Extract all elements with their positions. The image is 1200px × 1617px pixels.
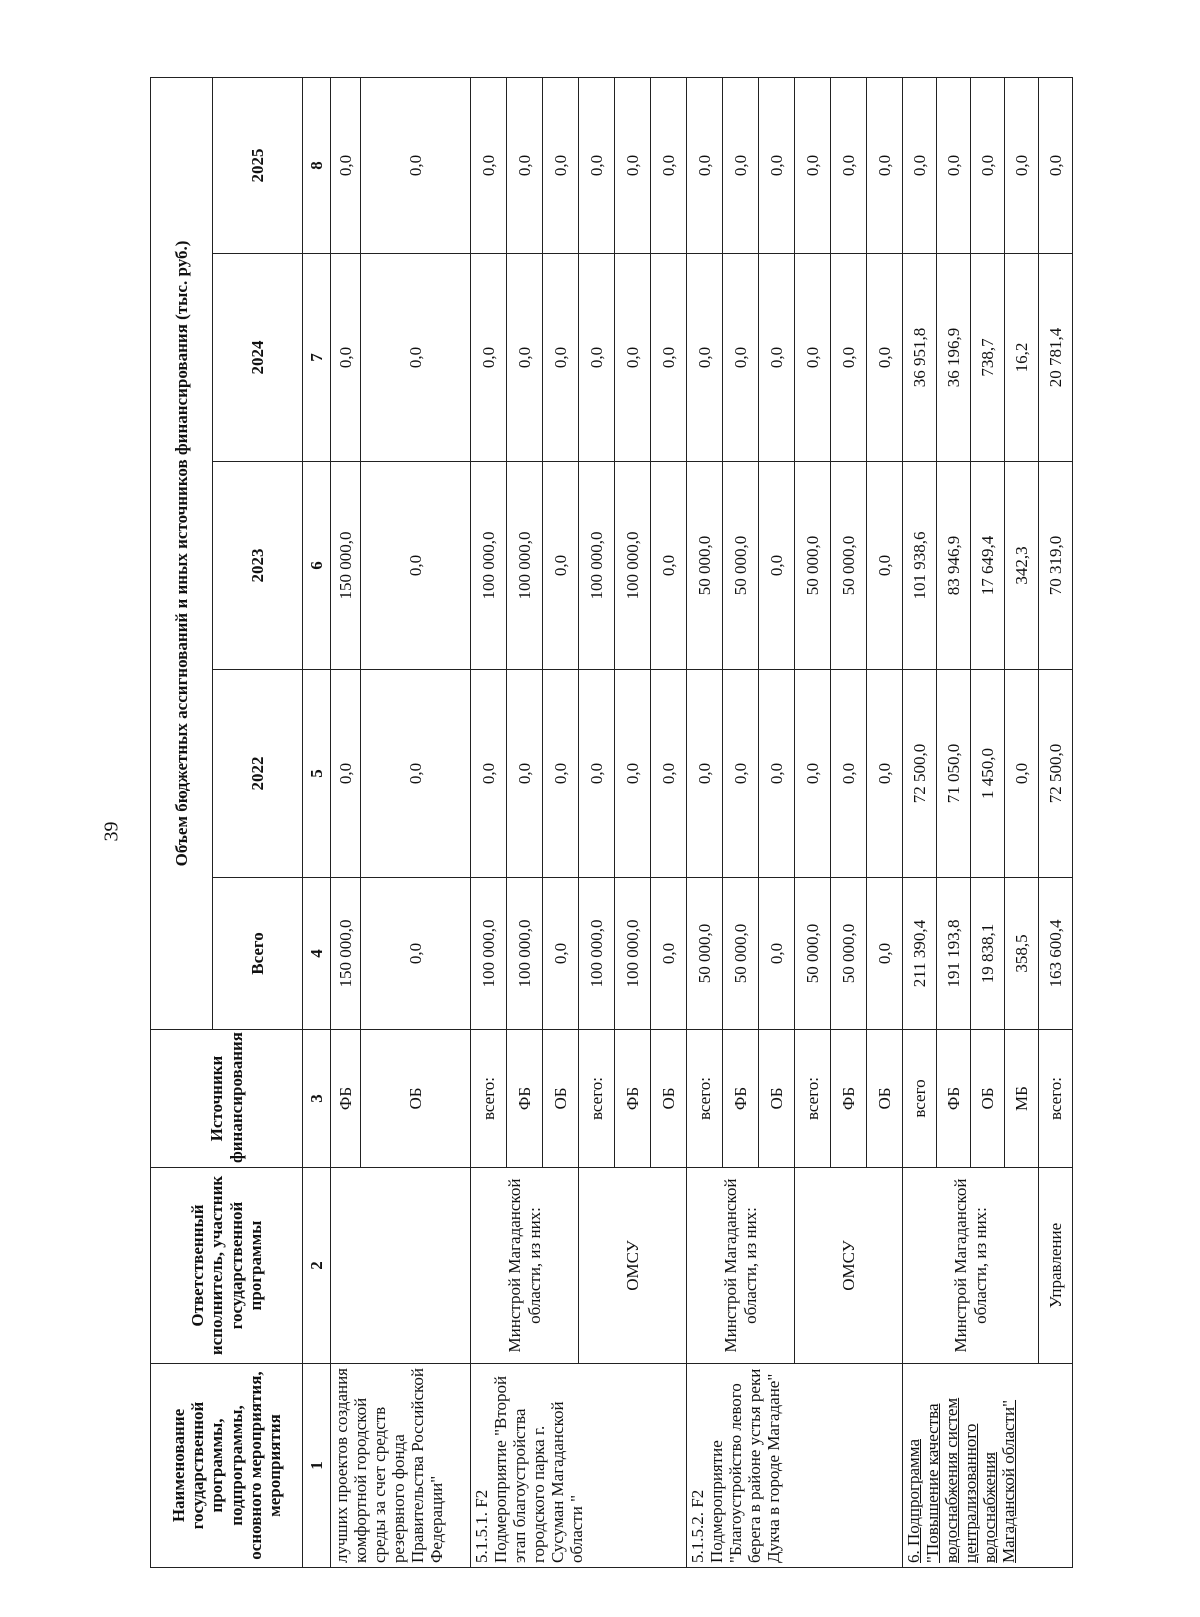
header-2022: 2022 bbox=[213, 670, 303, 878]
value-cell: 50 000,0 bbox=[831, 878, 867, 1030]
value-cell: 0,0 bbox=[759, 462, 795, 670]
value-cell: 0,0 bbox=[971, 77, 1005, 253]
col-number: 1 bbox=[303, 1364, 331, 1568]
value-cell: 100 000,0 bbox=[579, 462, 615, 670]
program-name: лучших проектов создания комфортной городской среды за счет средств резервного фонда Правительства Российской Федерации" bbox=[331, 1364, 471, 1568]
executor-cell: Управление bbox=[1039, 1168, 1073, 1364]
value-cell: 342,3 bbox=[1005, 462, 1039, 670]
value-cell: 0,0 bbox=[361, 254, 471, 462]
col-number: 6 bbox=[303, 462, 331, 670]
column-number-row bbox=[303, 77, 331, 1567]
value-cell: 0,0 bbox=[471, 670, 507, 878]
value-cell: 0,0 bbox=[831, 670, 867, 878]
value-cell: 0,0 bbox=[543, 254, 579, 462]
source-cell: ОБ bbox=[651, 1030, 687, 1168]
source-cell: ФБ bbox=[723, 1030, 759, 1168]
value-cell: 0,0 bbox=[507, 254, 543, 462]
value-cell: 100 000,0 bbox=[507, 878, 543, 1030]
value-cell: 72 500,0 bbox=[903, 670, 937, 878]
value-cell: 17 649,4 bbox=[971, 462, 1005, 670]
value-cell: 100 000,0 bbox=[615, 462, 651, 670]
source-cell: ФБ bbox=[615, 1030, 651, 1168]
value-cell: 50 000,0 bbox=[795, 462, 831, 670]
executor-cell: Минстрой Магаданской области, из них: bbox=[903, 1168, 1039, 1364]
value-cell: 0,0 bbox=[831, 254, 867, 462]
col-number: 4 bbox=[303, 878, 331, 1030]
executor-cell: ОМСУ bbox=[579, 1168, 687, 1364]
value-cell: 0,0 bbox=[543, 878, 579, 1030]
value-cell: 0,0 bbox=[687, 77, 723, 253]
financing-table bbox=[150, 77, 1073, 1568]
header-funding-group: Объем бюджетных ассигнований и иных источников финансирования (тыс. руб.) bbox=[151, 77, 213, 1029]
value-cell: 0,0 bbox=[759, 254, 795, 462]
value-cell: 100 000,0 bbox=[615, 878, 651, 1030]
table-row bbox=[903, 77, 937, 1567]
value-cell: 0,0 bbox=[867, 254, 903, 462]
source-cell: всего: bbox=[687, 1030, 723, 1168]
value-cell: 0,0 bbox=[723, 77, 759, 253]
value-cell: 0,0 bbox=[543, 77, 579, 253]
value-cell: 0,0 bbox=[795, 670, 831, 878]
value-cell: 0,0 bbox=[759, 878, 795, 1030]
value-cell: 0,0 bbox=[471, 254, 507, 462]
header-name: Наименование государственной программы, подпрограммы, основного мероприятия, мероприятия bbox=[151, 1364, 303, 1568]
value-cell: 150 000,0 bbox=[331, 878, 361, 1030]
value-cell: 0,0 bbox=[687, 254, 723, 462]
value-cell: 50 000,0 bbox=[687, 462, 723, 670]
value-cell: 0,0 bbox=[361, 878, 471, 1030]
executor-cell: Минстрой Магаданской области, из них: bbox=[687, 1168, 795, 1364]
value-cell: 0,0 bbox=[651, 878, 687, 1030]
col-number: 7 bbox=[303, 254, 331, 462]
value-cell: 0,0 bbox=[361, 77, 471, 253]
executor-empty bbox=[331, 1168, 471, 1364]
table-row bbox=[687, 77, 723, 1567]
value-cell: 0,0 bbox=[507, 77, 543, 253]
value-cell: 0,0 bbox=[651, 254, 687, 462]
header-2025: 2025 bbox=[213, 77, 303, 253]
header-2024: 2024 bbox=[213, 254, 303, 462]
value-cell: 191 193,8 bbox=[937, 878, 971, 1030]
value-cell: 0,0 bbox=[1039, 77, 1073, 253]
source-cell: всего: bbox=[579, 1030, 615, 1168]
value-cell: 0,0 bbox=[543, 670, 579, 878]
value-cell: 0,0 bbox=[331, 77, 361, 253]
source-cell: ФБ bbox=[831, 1030, 867, 1168]
source-cell: МБ bbox=[1005, 1030, 1039, 1168]
value-cell: 0,0 bbox=[1005, 670, 1039, 878]
value-cell: 71 050,0 bbox=[937, 670, 971, 878]
table-row bbox=[579, 77, 615, 1567]
value-cell: 100 000,0 bbox=[579, 878, 615, 1030]
source-cell: всего: bbox=[471, 1030, 507, 1168]
source-cell: всего bbox=[903, 1030, 937, 1168]
value-cell: 0,0 bbox=[723, 670, 759, 878]
value-cell: 70 319,0 bbox=[1039, 462, 1073, 670]
header-source: Источники финансирования bbox=[151, 1030, 303, 1168]
value-cell: 0,0 bbox=[651, 462, 687, 670]
value-cell: 19 838,1 bbox=[971, 878, 1005, 1030]
subprogram-name bbox=[903, 1364, 1073, 1568]
source-cell: ОБ bbox=[543, 1030, 579, 1168]
value-cell: 20 781,4 bbox=[1039, 254, 1073, 462]
value-cell: 358,5 bbox=[1005, 878, 1039, 1030]
source-cell: всего: bbox=[795, 1030, 831, 1168]
value-cell: 163 600,4 bbox=[1039, 878, 1073, 1030]
source-cell: ОБ bbox=[361, 1030, 471, 1168]
value-cell: 0,0 bbox=[867, 670, 903, 878]
value-cell: 0,0 bbox=[759, 77, 795, 253]
value-cell: 83 946,9 bbox=[937, 462, 971, 670]
value-cell: 0,0 bbox=[903, 77, 937, 253]
value-cell: 0,0 bbox=[615, 77, 651, 253]
header-total: Всего bbox=[213, 878, 303, 1030]
header-2023: 2023 bbox=[213, 462, 303, 670]
table-row bbox=[331, 77, 361, 1567]
value-cell: 1 450,0 bbox=[971, 670, 1005, 878]
value-cell: 50 000,0 bbox=[831, 462, 867, 670]
value-cell: 0,0 bbox=[579, 77, 615, 253]
value-cell: 100 000,0 bbox=[471, 878, 507, 1030]
source-cell: ОБ bbox=[759, 1030, 795, 1168]
program-name: 5.1.5.1. F2 Подмероприятие "Второй этап благоустройства городского парка г. Сусуман Магаданской области " bbox=[471, 1364, 687, 1568]
value-cell: 0,0 bbox=[651, 670, 687, 878]
value-cell: 50 000,0 bbox=[795, 878, 831, 1030]
source-cell: ОБ bbox=[971, 1030, 1005, 1168]
value-cell: 50 000,0 bbox=[723, 462, 759, 670]
value-cell: 0,0 bbox=[723, 254, 759, 462]
table-row bbox=[1039, 77, 1073, 1567]
source-cell: ФБ bbox=[331, 1030, 361, 1168]
value-cell: 0,0 bbox=[579, 254, 615, 462]
value-cell: 0,0 bbox=[867, 462, 903, 670]
value-cell: 0,0 bbox=[795, 254, 831, 462]
value-cell: 100 000,0 bbox=[507, 462, 543, 670]
value-cell: 0,0 bbox=[331, 670, 361, 878]
value-cell: 0,0 bbox=[867, 77, 903, 253]
value-cell: 50 000,0 bbox=[723, 878, 759, 1030]
rotated-table-wrapper bbox=[150, 78, 1065, 1568]
value-cell: 0,0 bbox=[759, 670, 795, 878]
executor-cell: Минстрой Магаданской области, из них: bbox=[471, 1168, 579, 1364]
value-cell: 100 000,0 bbox=[471, 462, 507, 670]
value-cell: 150 000,0 bbox=[331, 462, 361, 670]
value-cell: 0,0 bbox=[361, 670, 471, 878]
col-number: 5 bbox=[303, 670, 331, 878]
value-cell: 0,0 bbox=[615, 254, 651, 462]
value-cell: 0,0 bbox=[937, 77, 971, 253]
value-cell: 0,0 bbox=[543, 462, 579, 670]
value-cell: 0,0 bbox=[651, 77, 687, 253]
source-cell: ФБ bbox=[937, 1030, 971, 1168]
value-cell: 0,0 bbox=[361, 462, 471, 670]
table-row bbox=[795, 77, 831, 1567]
value-cell: 0,0 bbox=[471, 77, 507, 253]
value-cell: 72 500,0 bbox=[1039, 670, 1073, 878]
col-number: 3 bbox=[303, 1030, 331, 1168]
source-cell: ФБ bbox=[507, 1030, 543, 1168]
value-cell: 0,0 bbox=[795, 77, 831, 253]
executor-cell: ОМСУ bbox=[795, 1168, 903, 1364]
value-cell: 0,0 bbox=[687, 670, 723, 878]
value-cell: 50 000,0 bbox=[687, 878, 723, 1030]
value-cell: 36 196,9 bbox=[937, 254, 971, 462]
value-cell: 101 938,6 bbox=[903, 462, 937, 670]
value-cell: 0,0 bbox=[831, 77, 867, 253]
value-cell: 16,2 bbox=[1005, 254, 1039, 462]
value-cell: 0,0 bbox=[615, 670, 651, 878]
col-number: 2 bbox=[303, 1168, 331, 1364]
table-row bbox=[471, 77, 507, 1567]
value-cell: 0,0 bbox=[579, 670, 615, 878]
value-cell: 0,0 bbox=[867, 878, 903, 1030]
source-cell: ОБ bbox=[867, 1030, 903, 1168]
subprogram-title: "Повышение качества водоснабжения систем централизованного водоснабжения Магаданской области" bbox=[923, 1397, 1019, 1563]
source-cell: всего: bbox=[1039, 1030, 1073, 1168]
value-cell: 0,0 bbox=[507, 670, 543, 878]
value-cell: 0,0 bbox=[331, 254, 361, 462]
program-name: 5.1.5.2. F2 Подмероприятие "Благоустройство левого берега в районе устья реки Дукча в городе Магадане" bbox=[687, 1364, 903, 1568]
col-number: 8 bbox=[303, 77, 331, 253]
value-cell: 211 390,4 bbox=[903, 878, 937, 1030]
page-number: 39 bbox=[100, 821, 123, 842]
value-cell: 738,7 bbox=[971, 254, 1005, 462]
subprogram-prefix: 6. Подпрограмма bbox=[904, 1439, 923, 1563]
header-executor: Ответственный исполнитель, участник государственной программы bbox=[151, 1168, 303, 1364]
value-cell: 36 951,8 bbox=[903, 254, 937, 462]
value-cell: 0,0 bbox=[1005, 77, 1039, 253]
